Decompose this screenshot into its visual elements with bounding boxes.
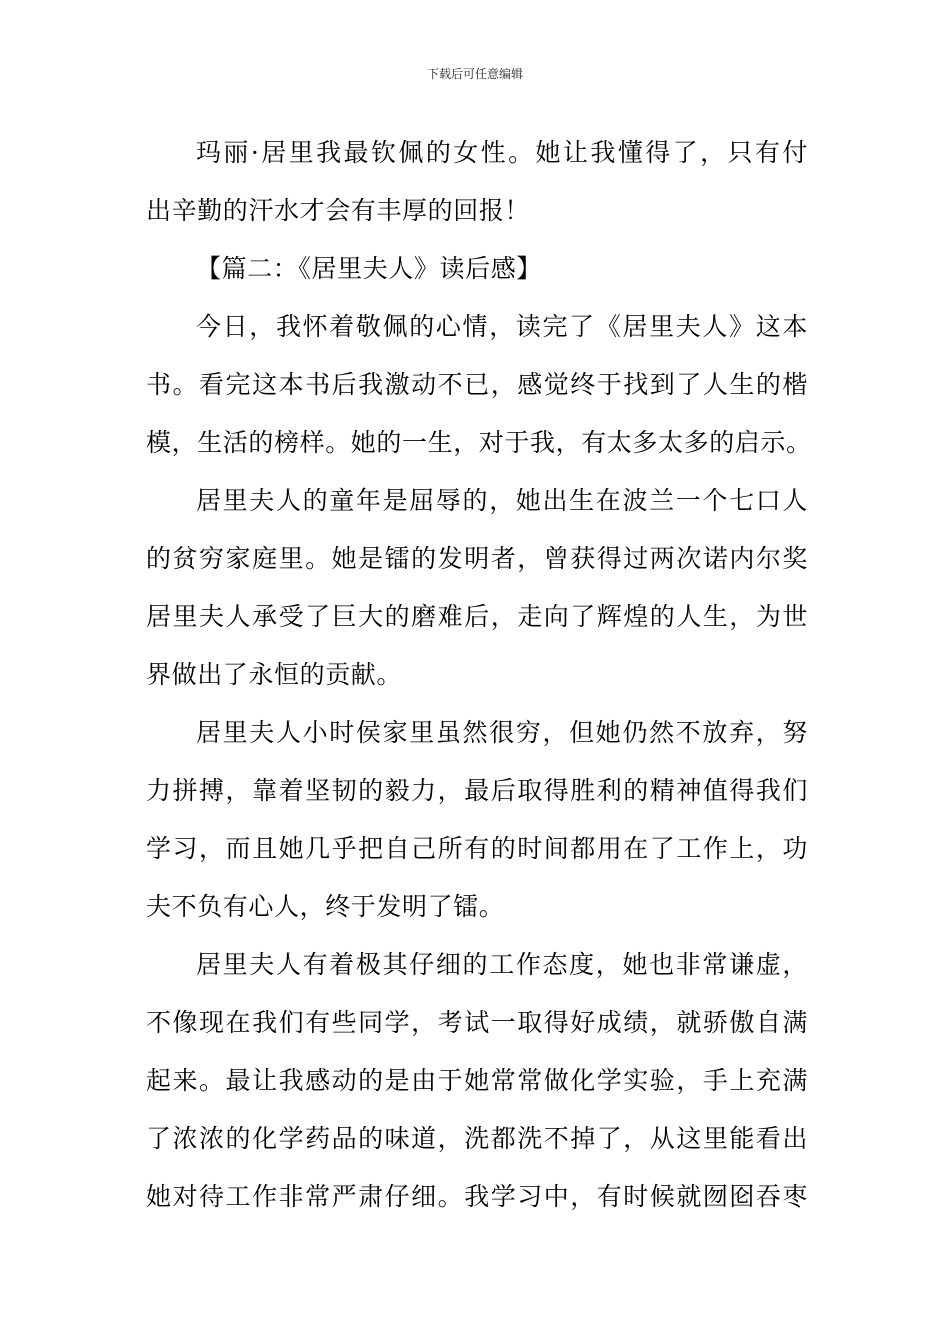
text-line: 界做出了永恒的贡献。 bbox=[146, 660, 403, 689]
text-line: 力拼搏，靠着坚韧的毅力，最后取得胜利的精神值得我们 bbox=[146, 776, 808, 805]
text-line: 起来。最让我感动的是由于她常常做化学实验，手上充满 bbox=[146, 1066, 808, 1095]
text-line: 不像现在我们有些同学，考试一取得好成绩，就骄傲自满 bbox=[146, 1008, 808, 1037]
text-line: 的贫穷家庭里。她是镭的发明者，曾获得过两次诺内尔奖 bbox=[146, 544, 808, 573]
text-line: 了浓浓的化学药品的味道，洗都洗不掉了，从这里能看出 bbox=[146, 1124, 808, 1153]
text-line: 出辛勤的汗水才会有丰厚的回报！ bbox=[146, 196, 531, 225]
text-line: 居里夫人承受了巨大的磨难后，走向了辉煌的人生，为世 bbox=[146, 602, 808, 631]
text-line: 模，生活的榜样。她的一生，对于我，有太多太多的启示。 bbox=[146, 428, 812, 457]
text-line: 学习，而且她几乎把自己所有的时间都用在了工作上，功 bbox=[146, 834, 808, 863]
text-line: 居里夫人有着极其仔细的工作态度，她也非常谦虚， bbox=[196, 950, 808, 979]
page-header: 下载后可任意编辑 bbox=[426, 67, 523, 81]
text-line: 她对待工作非常严肃仔细。我学习中，有时候就囫囵吞枣 bbox=[146, 1182, 808, 1211]
text-line: 玛丽·居里我最钦佩的女性。她让我懂得了，只有付 bbox=[196, 138, 808, 167]
section-heading: 【篇二：《居里夫人》读后感】 bbox=[196, 254, 542, 283]
text-line: 夫不负有心人，终于发明了镭。 bbox=[146, 892, 505, 921]
text-line: 书。看完这本书后我激动不已，感觉终于找到了人生的楷 bbox=[146, 370, 808, 399]
document-body bbox=[146, 124, 812, 1226]
text-line: 今日，我怀着敬佩的心情，读完了《居里夫人》这本 bbox=[196, 312, 808, 341]
text-line: 居里夫人小时侯家里虽然很穷，但她仍然不放弃，努 bbox=[196, 718, 808, 747]
text-line: 居里夫人的童年是屈辱的，她出生在波兰一个七口人 bbox=[196, 486, 808, 515]
